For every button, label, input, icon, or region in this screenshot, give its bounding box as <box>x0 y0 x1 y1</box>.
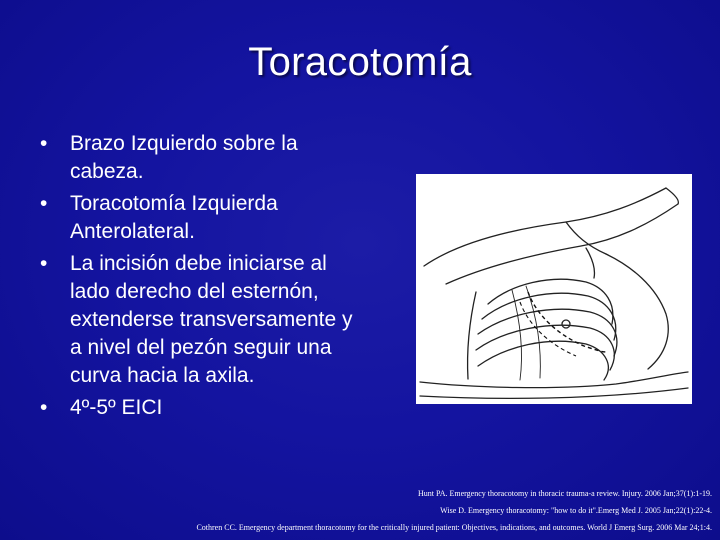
reference-item: Cothren CC. Emergency department thoracotomy for the critically injured patient: Objectives, indications, and outcomes. World J Emerg Surg. 2006 Mar 24;1:4. <box>196 523 712 532</box>
thoracotomy-illustration-icon <box>416 174 692 404</box>
bullet-icon: • <box>40 252 48 275</box>
bullet-item <box>38 394 368 422</box>
slide-title: Toracotomía <box>248 40 472 84</box>
bullet-text: Brazo Izquierdo sobre la cabeza. <box>70 132 298 183</box>
bullet-text: Toracotomía Izquierda Anterolateral. <box>70 192 278 243</box>
reference-item: Wise D. Emergency thoracotomy: "how to do it".Emerg Med J. 2005 Jan;22(1):22-4. <box>440 506 712 515</box>
references <box>12 485 712 536</box>
thoracotomy-drawing <box>416 174 692 404</box>
bullet-text: 4º-5º EICI <box>70 396 163 419</box>
bullet-text: La incisión debe iniciarse al lado derecho del esternón, extenderse transversamente y a nivel del pezón seguir una curva hacia la axila. <box>70 252 353 387</box>
bullet-icon: • <box>40 132 48 155</box>
bullet-item <box>38 190 368 246</box>
bullet-item <box>38 130 368 186</box>
bullet-icon: • <box>40 192 48 215</box>
bullet-icon: • <box>40 396 48 419</box>
bullet-list <box>38 130 368 426</box>
bullet-item <box>38 250 368 390</box>
reference-item: Hunt PA. Emergency thoracotomy in thoracic trauma-a review. Injury. 2006 Jan;37(1):1-19. <box>418 489 712 498</box>
